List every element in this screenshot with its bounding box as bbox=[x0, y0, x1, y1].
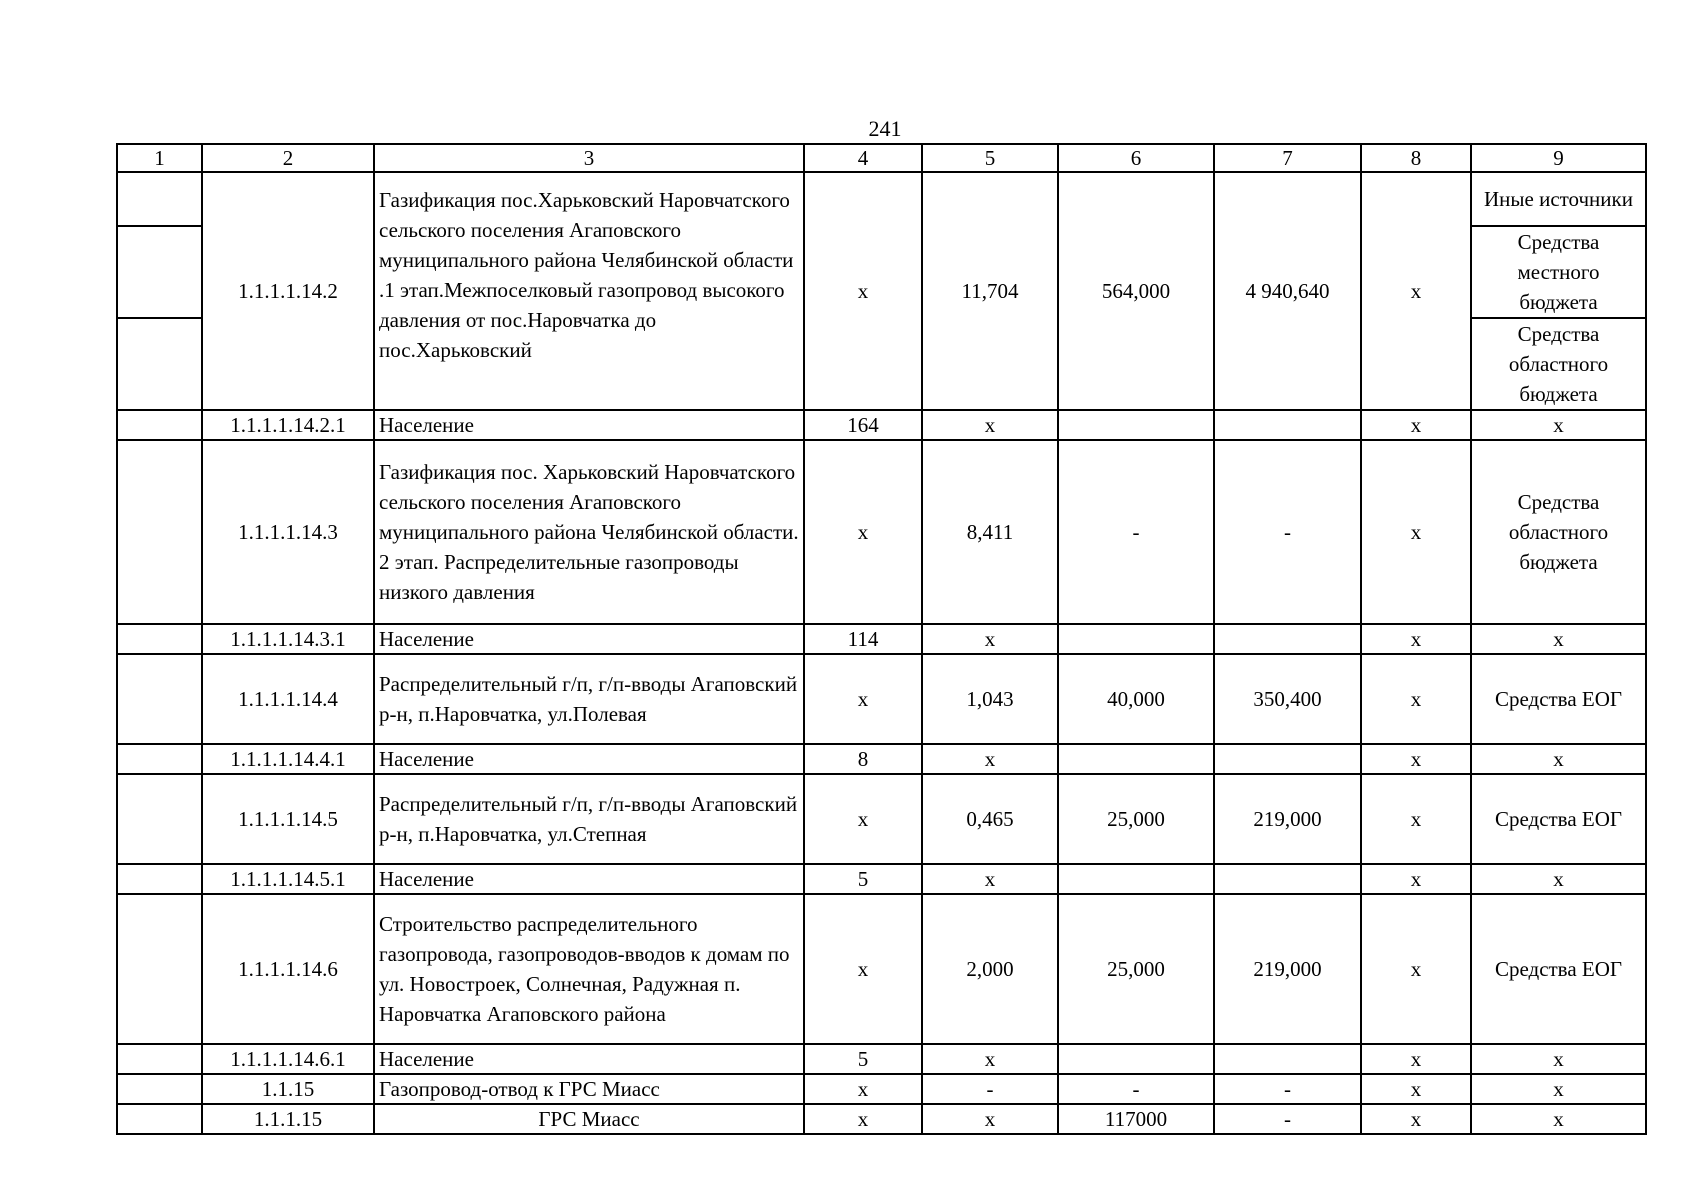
empty-cell bbox=[117, 654, 202, 744]
cell-col4: 5 bbox=[804, 864, 922, 894]
cell-col9: х bbox=[1471, 1074, 1646, 1104]
table-row bbox=[117, 624, 1646, 654]
table-row bbox=[117, 864, 1646, 894]
header-cell: 1 bbox=[117, 144, 202, 172]
empty-cell bbox=[117, 226, 202, 318]
item-code: 1.1.1.15 bbox=[202, 1104, 374, 1134]
cell-col9: х bbox=[1471, 744, 1646, 774]
item-description: ГРС Миасс bbox=[374, 1104, 804, 1134]
cell-col6: 564,000 bbox=[1058, 172, 1214, 410]
item-description: Население bbox=[374, 624, 804, 654]
empty-cell bbox=[117, 410, 202, 440]
table-row bbox=[117, 894, 1646, 1044]
cell-col7: 219,000 bbox=[1214, 774, 1361, 864]
header-cell: 2 bbox=[202, 144, 374, 172]
cell-col9: х bbox=[1471, 864, 1646, 894]
cell-col9: х bbox=[1471, 624, 1646, 654]
item-code: 1.1.1.1.14.2.1 bbox=[202, 410, 374, 440]
cell-col6 bbox=[1058, 1044, 1214, 1074]
cell-col7 bbox=[1214, 744, 1361, 774]
cell-col6 bbox=[1058, 744, 1214, 774]
cell-col4: х bbox=[804, 440, 922, 624]
item-description: Распределительный г/п, г/п-вводы Агаповский р-н, п.Наровчатка, ул.Полевая bbox=[374, 654, 804, 744]
empty-cell bbox=[117, 172, 202, 226]
item-code: 1.1.1.1.14.3 bbox=[202, 440, 374, 624]
cell-col7: 4 940,640 bbox=[1214, 172, 1361, 410]
funding-source bbox=[1471, 226, 1646, 318]
cell-col5: 2,000 bbox=[922, 894, 1058, 1044]
cell-col9: Средства ЕОГ bbox=[1471, 894, 1646, 1044]
table-row bbox=[117, 1104, 1646, 1134]
cell-col6: 117000 bbox=[1058, 1104, 1214, 1134]
item-code: 1.1.1.1.14.6 bbox=[202, 894, 374, 1044]
cell-col5: 0,465 bbox=[922, 774, 1058, 864]
header-row bbox=[117, 144, 1646, 172]
page-number: 241 bbox=[868, 116, 902, 141]
cell-col4: х bbox=[804, 894, 922, 1044]
header-cell: 7 bbox=[1214, 144, 1361, 172]
cell-col5: - bbox=[922, 1074, 1058, 1104]
item-code: 1.1.1.1.14.6.1 bbox=[202, 1044, 374, 1074]
table-row bbox=[117, 172, 1646, 226]
cell-col4: х bbox=[804, 172, 922, 410]
header-cell: 4 bbox=[804, 144, 922, 172]
table-row bbox=[117, 774, 1646, 864]
cell-col9: х bbox=[1471, 1044, 1646, 1074]
cell-col8: х bbox=[1361, 654, 1471, 744]
funding-source-text: Средства областного бюджета bbox=[1508, 322, 1609, 406]
item-code: 1.1.1.1.14.2 bbox=[202, 172, 374, 410]
cell-col7: - bbox=[1214, 1104, 1361, 1134]
item-description: Строительство распределительного газопровода, газопроводов-вводов к домам по ул. Новостроек, Солнечная, Радужная п. Наровчатка Агаповского района bbox=[374, 894, 804, 1044]
item-description: Население bbox=[374, 410, 804, 440]
data-table bbox=[116, 143, 1647, 1135]
item-description-text: Газификация пос.Харьковский Наровчатского сельского поселения Агаповского муниципального района Челябинской области .1 этап.Межпоселковый газопровод высокого давления от пос.Наровчатка до пос.Харьковский bbox=[379, 188, 794, 362]
cell-col4: 114 bbox=[804, 624, 922, 654]
item-code: 1.1.15 bbox=[202, 1074, 374, 1104]
empty-cell bbox=[117, 894, 202, 1044]
cell-col5: х bbox=[922, 410, 1058, 440]
item-code: 1.1.1.1.14.5 bbox=[202, 774, 374, 864]
item-code: 1.1.1.1.14.3.1 bbox=[202, 624, 374, 654]
empty-cell bbox=[117, 744, 202, 774]
empty-cell bbox=[117, 1104, 202, 1134]
cell-col7 bbox=[1214, 864, 1361, 894]
empty-cell bbox=[117, 1074, 202, 1104]
item-description: Население bbox=[374, 864, 804, 894]
cell-col5: х bbox=[922, 1104, 1058, 1134]
cell-col5: х bbox=[922, 864, 1058, 894]
cell-col7 bbox=[1214, 410, 1361, 440]
empty-cell bbox=[117, 440, 202, 624]
cell-col8: х bbox=[1361, 1044, 1471, 1074]
cell-col5: 8,411 bbox=[922, 440, 1058, 624]
header-cell: 3 bbox=[374, 144, 804, 172]
funding-source bbox=[1471, 318, 1646, 410]
cell-col4: х bbox=[804, 1104, 922, 1134]
cell-col4: х bbox=[804, 654, 922, 744]
cell-col6 bbox=[1058, 864, 1214, 894]
cell-col7: - bbox=[1214, 440, 1361, 624]
cell-col6: - bbox=[1058, 440, 1214, 624]
cell-col8: х bbox=[1361, 1104, 1471, 1134]
cell-col5: 11,704 bbox=[922, 172, 1058, 410]
cell-col5: х bbox=[922, 744, 1058, 774]
cell-col4: 5 bbox=[804, 1044, 922, 1074]
cell-col6: 40,000 bbox=[1058, 654, 1214, 744]
cell-col8: х bbox=[1361, 864, 1471, 894]
item-description: Газификация пос. Харьковский Наровчатского сельского поселения Агаповского муниципального района Челябинской области. 2 этап. Распределительные газопроводы низкого давления bbox=[374, 440, 804, 624]
item-code: 1.1.1.1.14.4.1 bbox=[202, 744, 374, 774]
cell-col5: х bbox=[922, 624, 1058, 654]
header-cell: 6 bbox=[1058, 144, 1214, 172]
table-row bbox=[117, 654, 1646, 744]
cell-col8: х bbox=[1361, 440, 1471, 624]
cell-col6: 25,000 bbox=[1058, 774, 1214, 864]
cell-col5: х bbox=[922, 1044, 1058, 1074]
empty-cell bbox=[117, 318, 202, 410]
item-description: Распределительный г/п, г/п-вводы Агаповский р-н, п.Наровчатка, ул.Степная bbox=[374, 774, 804, 864]
empty-cell bbox=[117, 864, 202, 894]
table-row bbox=[117, 1074, 1646, 1104]
cell-col7 bbox=[1214, 624, 1361, 654]
cell-col8: х bbox=[1361, 744, 1471, 774]
cell-col8: х bbox=[1361, 410, 1471, 440]
cell-col6: 25,000 bbox=[1058, 894, 1214, 1044]
header-cell: 5 bbox=[922, 144, 1058, 172]
cell-col9: х bbox=[1471, 410, 1646, 440]
item-code: 1.1.1.1.14.4 bbox=[202, 654, 374, 744]
cell-col9: Средства ЕОГ bbox=[1471, 774, 1646, 864]
cell-col6 bbox=[1058, 410, 1214, 440]
header-cell: 8 bbox=[1361, 144, 1471, 172]
cell-col4: 164 bbox=[804, 410, 922, 440]
item-description: Население bbox=[374, 744, 804, 774]
item-description: Газопровод-отвод к ГРС Миасс bbox=[374, 1074, 804, 1104]
cell-col8: х bbox=[1361, 624, 1471, 654]
cell-col7: 219,000 bbox=[1214, 894, 1361, 1044]
cell-col9: Средства ЕОГ bbox=[1471, 654, 1646, 744]
cell-col9: Средства областного бюджета bbox=[1471, 440, 1646, 624]
funding-source-text: Средства местного бюджета bbox=[1517, 230, 1600, 314]
cell-col4: х bbox=[804, 1074, 922, 1104]
cell-col6: - bbox=[1058, 1074, 1214, 1104]
cell-col5: 1,043 bbox=[922, 654, 1058, 744]
cell-col7 bbox=[1214, 1044, 1361, 1074]
cell-col8: х bbox=[1361, 894, 1471, 1044]
item-description bbox=[374, 172, 804, 410]
cell-col9: х bbox=[1471, 1104, 1646, 1134]
cell-col4: х bbox=[804, 774, 922, 864]
table-row bbox=[117, 410, 1646, 440]
header-cell: 9 bbox=[1471, 144, 1646, 172]
cell-col8: х bbox=[1361, 172, 1471, 410]
empty-cell bbox=[117, 624, 202, 654]
cell-col8: х bbox=[1361, 774, 1471, 864]
cell-col7: - bbox=[1214, 1074, 1361, 1104]
funding-source bbox=[1471, 172, 1646, 226]
table-row bbox=[117, 440, 1646, 624]
cell-col4: 8 bbox=[804, 744, 922, 774]
cell-col8: х bbox=[1361, 1074, 1471, 1104]
table-row bbox=[117, 1044, 1646, 1074]
item-description: Население bbox=[374, 1044, 804, 1074]
funding-source-text: Иные источники bbox=[1484, 187, 1633, 211]
item-code: 1.1.1.1.14.5.1 bbox=[202, 864, 374, 894]
cell-col7: 350,400 bbox=[1214, 654, 1361, 744]
empty-cell bbox=[117, 774, 202, 864]
cell-col6 bbox=[1058, 624, 1214, 654]
table-row bbox=[117, 744, 1646, 774]
empty-cell bbox=[117, 1044, 202, 1074]
